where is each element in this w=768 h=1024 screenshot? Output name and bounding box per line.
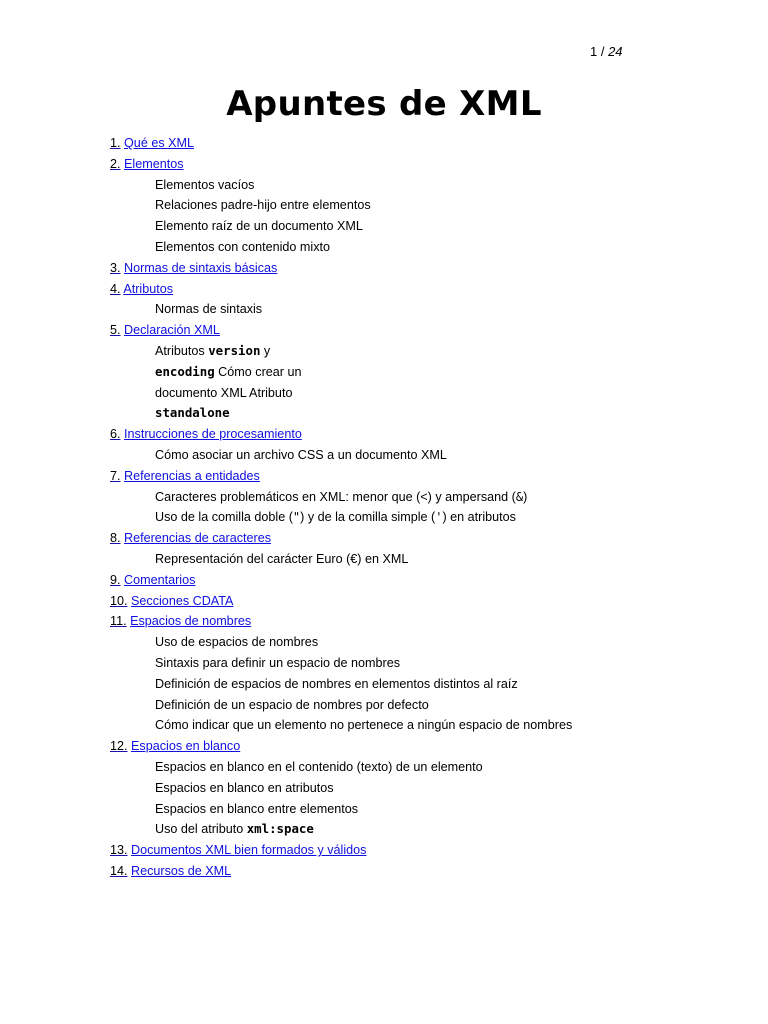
toc-subitem: documento XML Atributo [155, 385, 293, 400]
toc-link[interactable]: Atributos [123, 281, 174, 296]
toc-link[interactable]: Normas de sintaxis básicas [124, 260, 278, 275]
page-separator: / [597, 44, 609, 59]
toc-link[interactable]: Qué es XML [124, 136, 195, 150]
toc-link[interactable]: Espacios en blanco [131, 739, 241, 754]
toc-link[interactable]: Instrucciones de procesamiento [124, 427, 302, 442]
toc-section-2[interactable]: 2. Elementos [110, 156, 184, 171]
toc-section-11[interactable]: 11. Espacios de nombres [110, 614, 252, 629]
page-total: 24 [608, 44, 623, 59]
toc-subitem: Caracteres problemáticos en XML: menor que (<) y ampersand (&) [155, 489, 528, 504]
toc-subitem: Sintaxis para definir un espacio de nombres [155, 655, 401, 670]
toc-section-4[interactable]: 4. Atributos [110, 281, 174, 296]
toc-section-1[interactable]: 1. Qué es XML [110, 136, 195, 150]
toc-subitem: Definición de un espacio de nombres por defecto [155, 697, 429, 712]
toc-section-3[interactable]: 3. Normas de sintaxis básicas [110, 260, 278, 275]
toc-subitem: Espacios en blanco en atributos [155, 780, 334, 795]
toc-section-12[interactable]: 12. Espacios en blanco [110, 739, 241, 754]
code-keyword: version [208, 342, 261, 358]
toc-link[interactable]: Recursos de XML [131, 863, 232, 878]
toc-subitem: Elementos con contenido mixto [155, 239, 331, 254]
toc-link[interactable]: Elementos [124, 156, 184, 171]
toc-subitem: Relaciones padre-hijo entre elementos [155, 198, 371, 213]
toc-link[interactable]: Secciones CDATA [131, 593, 234, 608]
code-keyword: encoding [155, 363, 215, 379]
toc-subitem: Uso de espacios de nombres [155, 635, 319, 650]
code-char: & [515, 489, 524, 504]
toc-section-13[interactable]: 13. Documentos XML bien formados y válidos [110, 843, 367, 858]
toc-subitem: Atributos version y [155, 342, 271, 358]
toc-subitem [110, 405, 730, 426]
code-char: " [292, 510, 301, 525]
toc-subitem: Espacios en blanco en el contenido (texto) de un elemento [155, 759, 483, 774]
toc-subitem: Espacios en blanco entre elementos [155, 801, 359, 816]
toc-link[interactable]: Espacios de nombres [130, 614, 252, 629]
toc-subitem: Uso del atributo xml:space [155, 821, 314, 837]
toc-subitem: Elementos vacíos [155, 177, 255, 192]
toc-section-10[interactable]: 10. Secciones CDATA [110, 593, 234, 608]
page-number [590, 44, 623, 59]
toc-subitem: Definición de espacios de nombres en elementos distintos al raíz [155, 676, 518, 691]
table-of-contents [110, 135, 730, 884]
document-title: Apuntes de XML [226, 84, 542, 124]
code-char: ' [435, 510, 443, 525]
toc-subitem: Normas de sintaxis [155, 302, 263, 317]
toc-section-8[interactable]: 8. Referencias de caracteres [110, 531, 272, 546]
toc-link[interactable]: Declaración XML [124, 323, 220, 338]
toc-link[interactable]: Comentarios [124, 572, 196, 587]
toc-subitem: Representación del carácter Euro (€) en XML [155, 551, 409, 566]
toc-link[interactable]: Referencias de caracteres [124, 531, 272, 546]
toc-section-5[interactable]: 5. Declaración XML [110, 323, 220, 338]
toc-link[interactable]: Documentos XML bien formados y válidos [131, 843, 367, 858]
toc-subitem: encoding Cómo crear un [155, 363, 302, 379]
toc-subitem: Elemento raíz de un documento XML [155, 219, 363, 234]
code-keyword: xml:space [246, 821, 314, 837]
toc-section-6[interactable]: 6. Instrucciones de procesamiento [110, 427, 302, 442]
toc-link[interactable]: Referencias a entidades [124, 468, 260, 483]
toc-section-7[interactable]: 7. Referencias a entidades [110, 468, 260, 483]
toc-section-9[interactable]: 9. Comentarios [110, 572, 196, 587]
page-current: 1 [590, 44, 598, 59]
toc-subitem: Cómo indicar que un elemento no pertenece a ningún espacio de nombres [155, 718, 573, 733]
toc-section-14[interactable]: 14. Recursos de XML [110, 863, 232, 878]
toc-subitem: Uso de la comilla doble (") y de la comilla simple (') en atributos [155, 510, 516, 525]
code-keyword: standalone [155, 405, 230, 421]
toc-subitem: Cómo asociar un archivo CSS a un documento XML [155, 447, 447, 462]
